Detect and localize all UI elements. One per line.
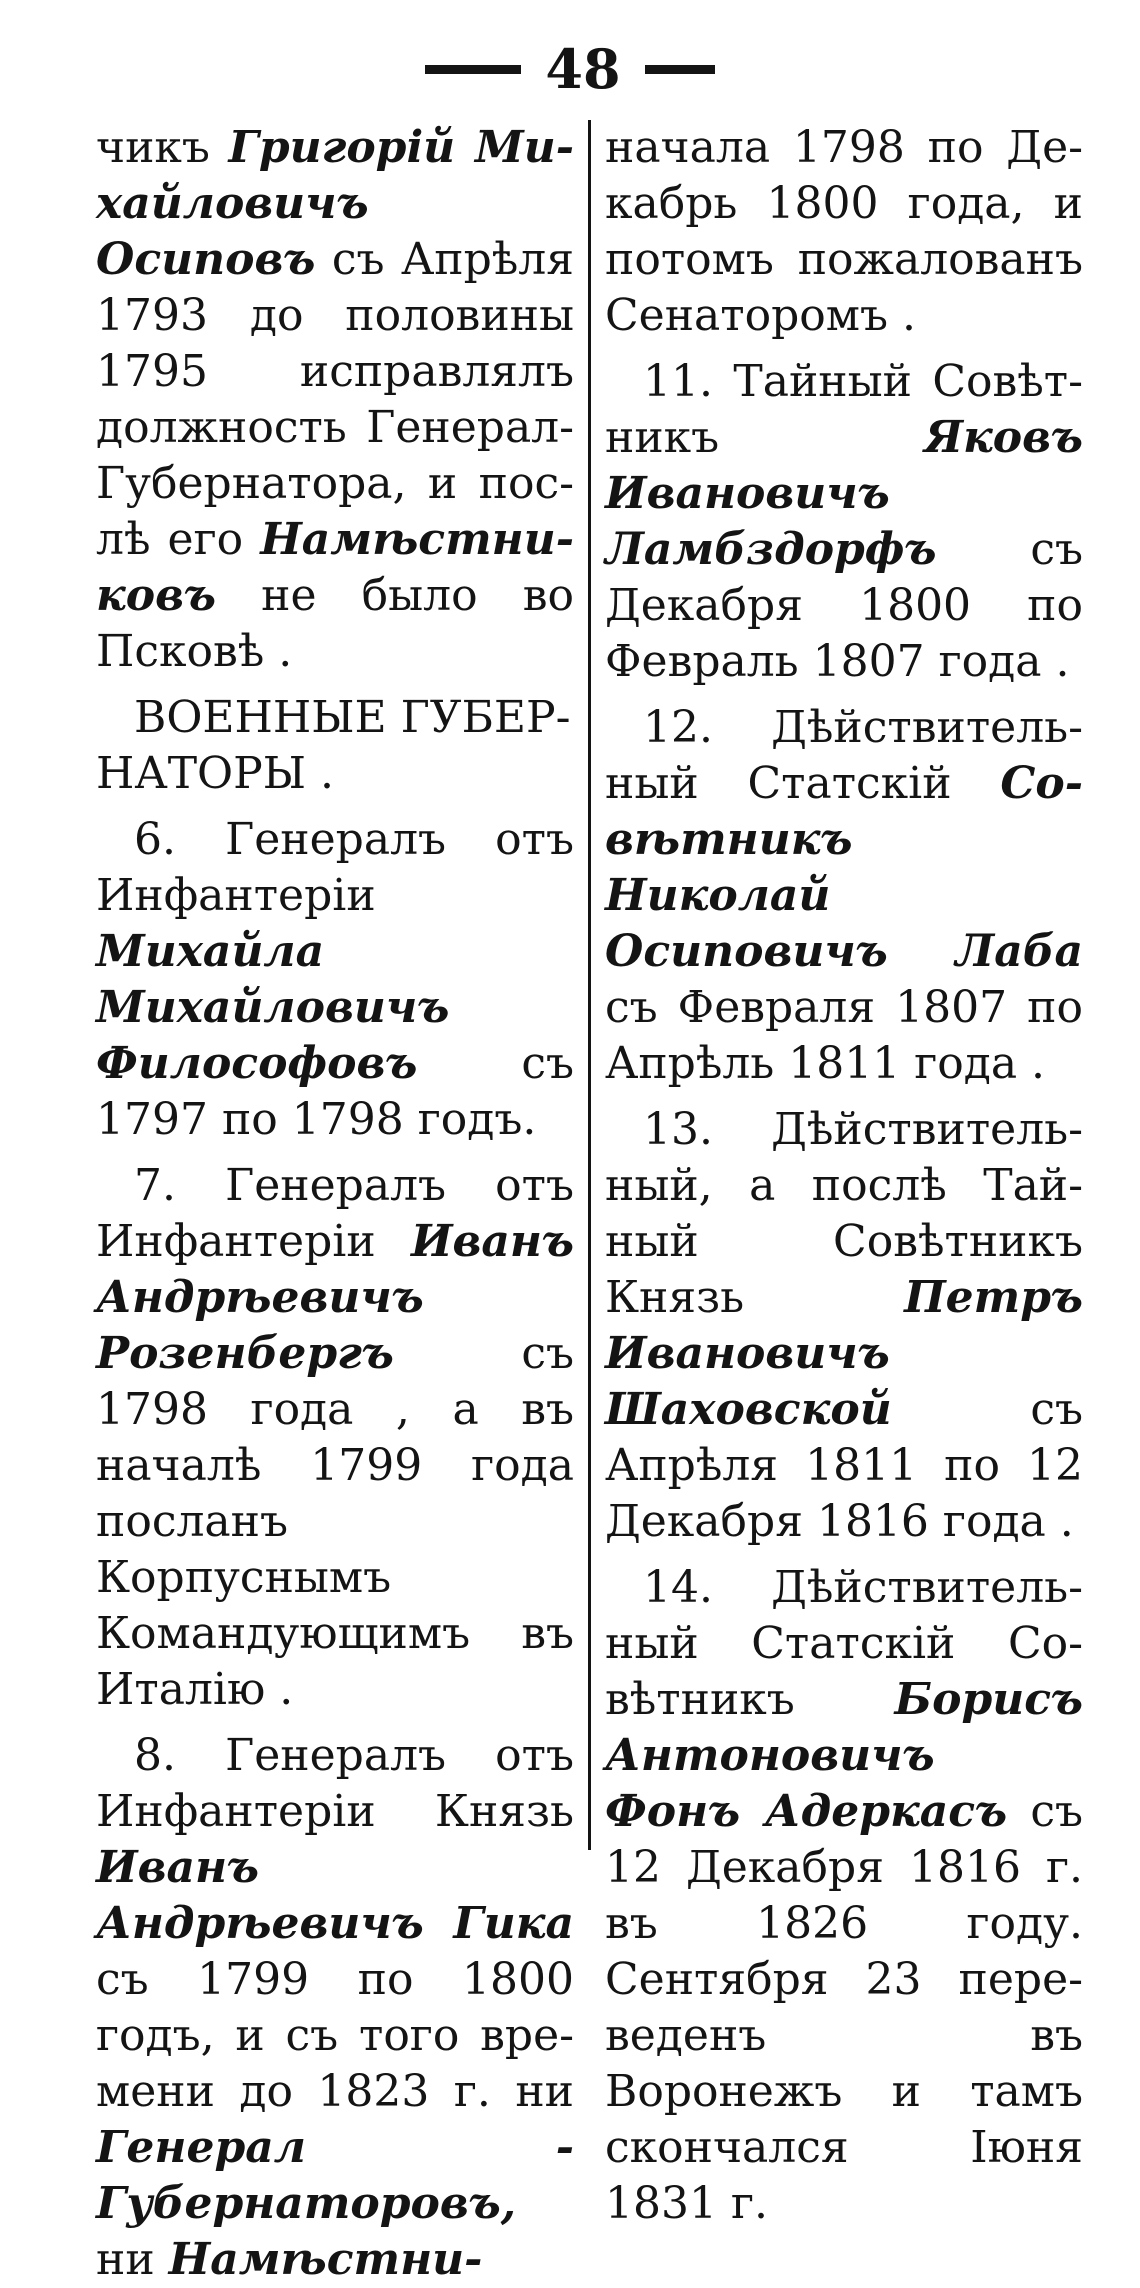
text-segment: 11. Тайный Совѣтникъ (605, 356, 1083, 463)
text-segment: съ Февраля 1807 по Апрѣль 1811 года . (605, 982, 1083, 1089)
text-paragraph (605, 120, 1083, 344)
text-segment: 8. Генералъ отъ Инфантеріи Князь (96, 1730, 574, 1837)
text-segment: съ 1799 по 1800 годъ, и съ того времени до 1823 г. ни (96, 1954, 574, 2117)
page-header (0, 37, 1140, 101)
person-name: Петръ Ивановичъ Шаховской (605, 1272, 1083, 1435)
text-segment: съ 1798 года , а въ началѣ 1799 года посланъ Корпуснымъ Командующимъ въ Италію . (96, 1328, 574, 1715)
text-segment: не было во Псковѣ . (96, 570, 574, 677)
text-segment: ВОЕННЫЕ ГУБЕРНАТОРЫ . (96, 692, 571, 799)
person-name: Генерал - Губернаторовъ, (96, 2122, 574, 2229)
text-segment: 7. Генералъ отъ Инфантеріи (96, 1160, 574, 1267)
person-name: Иванъ Андрѣевичъ Гика (96, 1842, 574, 1949)
person-name: Борисъ Антоновичъ Фонъ Адеркасъ (605, 1674, 1083, 1837)
page-number: 48 (545, 37, 621, 101)
text-segment: начала 1798 по Декабрь 1800 года, и потомъ пожалованъ Сенаторомъ . (605, 122, 1083, 341)
person-name: Яковъ Ивановичъ Ламбздорфъ (605, 412, 1083, 575)
right-column (591, 120, 1084, 2229)
text-paragraph (605, 700, 1083, 1092)
text-segment: съ 12 Декабря 1816 г. въ 1826 году. Сентября 23 переведенъ въ Воронежъ и тамъ скончался Іюня 1831 г. (605, 1786, 1084, 2229)
person-name: Совѣтникъ Николай Осиповичъ Лаба (605, 758, 1083, 977)
person-name: Михайла Михайловичъ Философовъ (96, 926, 450, 1089)
person-name: Иванъ Андрѣевичъ Розенбергъ (96, 1216, 574, 1379)
text-segment: съ Апрѣля 1811 по 12 Декабря 1816 года . (605, 1384, 1083, 1547)
text-segment: 14. Дѣйствительный Статскій Совѣтникъ (605, 1562, 1083, 1725)
section-heading (96, 690, 574, 802)
text-paragraph (96, 1728, 574, 2288)
header-dash-right (645, 65, 715, 74)
header-dash-left (425, 65, 521, 74)
text-paragraph (605, 1560, 1083, 2232)
text-segment: 13. Дѣйствительный, а послѣ Тайный Совѣтникъ Князь (605, 1104, 1083, 1323)
text-paragraph (96, 120, 574, 680)
text-segment: 12. Дѣйствительный Статскій (605, 702, 1083, 809)
text-paragraph (96, 812, 574, 1148)
person-name: Намѣстниковъ (96, 514, 574, 621)
text-segment: съ 1797 по 1798 годъ. (96, 1038, 574, 1145)
text-segment: 6. Генералъ отъ Инфантеріи (96, 814, 574, 921)
person-name: Григорій Михайловичъ Осиповъ (96, 122, 574, 285)
person-name: Намѣстни- (168, 2234, 483, 2285)
text-segment: съ Декабря 1800 по Февраль 1807 года . (605, 524, 1083, 687)
text-paragraph (605, 354, 1083, 690)
text-segment: ни (96, 2234, 169, 2285)
two-column-text (96, 120, 1084, 2285)
left-column (96, 120, 588, 2285)
text-segment: чикъ (96, 122, 229, 173)
text-segment: съ Апрѣля 1793 до половины 1795 исправлялъ должность Генерал-Губернатора, и послѣ его (96, 234, 574, 565)
text-paragraph (96, 1158, 574, 1718)
text-paragraph (605, 1102, 1083, 1550)
